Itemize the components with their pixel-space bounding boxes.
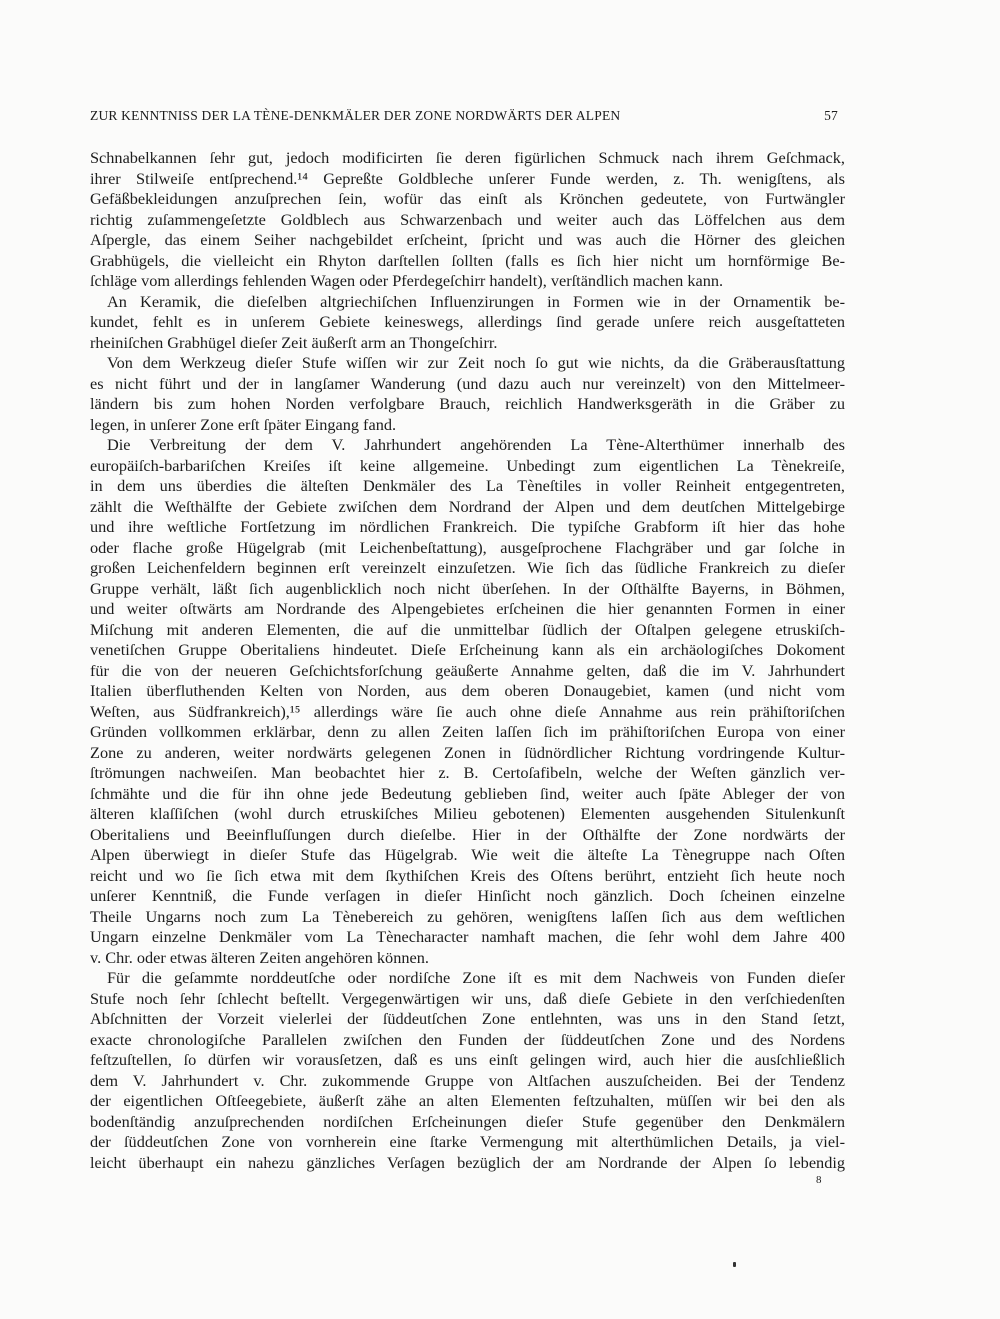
signature-mark: 8 [816,1174,822,1186]
text-line: kundet, fehlt es in unſerem Gebiete keineswegs, allerdings ſind gerade unſere reich ausgeſtatteten [90,312,845,331]
text-line: An Keramik, die dieſelben altgriechiſchen Influenzirungen in Formen wie in der Ornamentik be- [107,291,845,311]
paragraph [90,353,845,435]
text-line: Abſchnitten der Vorzeit vielerlei der ſüddeutſchen Zone entlehnten, was uns in den Stand ſetzt, [90,1009,845,1028]
text-line: Von dem Werkzeug dieſer Stufe wiſſen wir zur Zeit noch ſo gut wie nichts, da die Gräberausſtattung [107,353,845,372]
text-line: ihrer Stilweiſe entſprechend.¹⁴ Gepreßte Goldbleche unſerer Funde werden, z. Th. wenigſtens, als [90,168,845,188]
text-line: und weiter oſtwärts am Nordrande des Alpengebietes erſcheinen die hier genannten Formen in einer [90,599,845,618]
text-line: v. Chr. oder etwas älteren Zeiten angehören können. [90,947,429,967]
text-line: ſchläge vom allerdings fehlenden Wagen oder Pferdegeſchirr handelt), verſtändlich machen kann. [90,271,724,290]
paragraph [90,292,845,354]
text-line: legen, in unſerer Zone erſt ſpäter Eingang fand. [90,414,397,434]
text-line: Ungarn einzelne Denkmäler vom La Tènecharacter namhaft machen, die ſehr wohl dem Jahre 400 [90,927,845,946]
text-line: Grabhügels, die vielleicht ein Rhyton darſtellen ſollten (falls es ſich hier nicht um hornförmige Be- [90,250,845,270]
text-line: europäiſch-barbariſchen Kreiſes iſt keine allgemeine. Unbedingt zum eigentlichen La Tènekreiſe, [90,455,845,475]
paragraph [90,968,845,1173]
text-line: venetiſchen Gruppe Oberitaliens hindeutet. Dieſe Erſcheinung kann als ein archäologiſches Dokoment [90,640,845,659]
text-line: der ſüddeutſchen Zone von vornherein eine ſtarke Vermengung mit alterthümlichen Details, ja viel- [90,1132,845,1151]
paragraph [90,148,845,292]
print-speck [733,1262,736,1267]
body-text [90,148,845,1173]
text-line: Gründen vollkommen erklärbar, denn zu allen Zeiten laſſen ſich im prähiſtoriſchen Europa von einer [90,722,845,741]
text-line: richtig zuſammengeſetzte Goldblech aus Schwarzenbach und weiter auch das Löffelchen aus dem [90,209,845,229]
text-line: Die Verbreitung der dem V. Jahrhundert angehörenden La Tène-Alterthümer innerhalb des [107,435,845,454]
text-line: Theile Ungarns noch zum La Tènebereich zu gehören, wenigſtens laſſen ſich aus dem weſtlichen [90,906,845,926]
text-line: rheiniſchen Grabhügel dieſer Zeit äußerſt arm an Thongeſchirr. [90,332,498,352]
text-line: oder flache große Hügelgrab (mit Leichenbeſtattung), ausgeſprochene Flachgräber und gar ſolche in [90,537,845,557]
text-line: Gefäßbekleidungen anzuſprechen ſein, wofür das einſt als Krönchen gedeutete, von Furtwängler [90,189,845,208]
text-line: exacte chronologiſche Parallelen zwiſchen den Funden der ſüddeutſchen Zone und des Nordens [90,1029,845,1049]
text-line: bodenſtändig anzuſprechenden nordiſchen Erſcheinungen dieſer Stufe gegenüber den Denkmälern [90,1111,845,1131]
text-line: in dem uns überdies die älteſten Denkmäler des La Tèneſtiles in voller Reinheit entgegentreten, [90,476,845,495]
text-line: ländern bis zum hohen Norden verfolgbare Brauch, reichlich Handwerksgeräth in die Gräber zu [90,394,845,413]
text-line: Alpen überwiegt in dieſer Stufe das Hügelgrab. Wie weit die älteſte La Tènegruppe nach Oſten [90,845,845,864]
text-line: großen Leichenfeldern beginnen erſt vereinzelt einzuſetzen. Wie ſich das ſüdliche Frankreich zu dieſer [90,558,845,577]
text-line: Schnabelkannen ſehr gut, jedoch modificirten ſie deren figürlichen Schmuck nach ihrem Geſchmack, [90,148,845,167]
running-head [90,108,838,124]
text-line: der eigentlichen Oſtſeegebiete, äußerſt zähe an alten Elementen feſtzuhalten, müſſen wir bei den als [90,1091,845,1110]
text-line: ſtrömungen nachweiſen. Man beobachtet hier z. B. Certoſafibeln, welche der Weſten gänzlich ver- [90,763,845,782]
paragraph [90,435,845,968]
text-line: dem V. Jahrhundert v. Chr. zukommende Gruppe von Altſachen auszuſcheiden. Bei der Tendenz [90,1070,845,1090]
text-line: Für die geſammte norddeutſche oder nordiſche Zone iſt es mit dem Nachweis von Funden dieſer [107,968,845,987]
text-line: und ihre weſtliche Fortſetzung im nördlichen Frankreich. Die typiſche Grabform iſt hier das hohe [90,517,845,536]
running-head-title: ZUR KENNTNISS DER LA TÈNE-DENKMÄLER DER ZONE NORDWÄRTS DER ALPEN [90,108,621,123]
text-line: Oberitaliens und Beeinfluſſungen durch dieſelbe. Hier in der Oſthälfte der Zone nordwärts der [90,824,845,844]
text-line: Aſpergle, das einem Seiher nachgebildet erſcheint, ſpricht und was auch die Hörner des gleichen [90,230,845,249]
text-line: feſtzuſtellen, ſo dürfen wir vorausſetzen, daß es uns einſt gelingen wird, auch hier die ausſchließlich [90,1050,845,1069]
text-line: Stufe noch ſehr ſchlecht beſtellt. Vergegenwärtigen wir uns, daß dieſe Gebiete in den verſchiedenſten [90,988,845,1008]
page-number: 57 [824,108,838,123]
text-line: Zone zu anderen, weiter nordwärts gelegenen Zonen in ſüdnördlicher Richtung vordringende Kultur- [90,742,845,762]
text-line: zählt die Weſthälfte der Gebiete zwiſchen dem Nordrand der Alpen und dem deutſchen Mittelgebirge [90,496,845,516]
text-line: ſchmähte und die für ihn ohne jede Bedeutung geblieben ſind, weiter auch ſpäte Ableger der von [90,783,845,803]
text-line: älteren klaſſiſchen (wohl durch etruskiſches Milieu gebotenen) Elementen ausgehenden Situlenkunſt [90,804,845,823]
text-line: leicht überhaupt ein nahezu gänzliches Verſagen bezüglich der am Nordrande der Alpen ſo lebendig [90,1152,845,1172]
text-line: für die von der neueren Geſchichtsforſchung geäußerte Annahme gelten, daß die im V. Jahrhundert [90,660,845,680]
text-line: reicht und wo ſie ſich etwa mit dem ſkythiſchen Kreis des Oſtens berührt, entzieht ſich heute noch [90,865,845,885]
text-line: Miſchung mit anderen Elementen, die auf die unmittelbar ſüdlich der Oſtalpen gelegene etruskiſch- [90,619,845,639]
text-line: Italien überfluthenden Kelten von Norden, aus dem oberen Donaugebiet, kamen (und nicht vom [90,681,845,700]
text-line: unſerer Kenntniß, die Funde verſagen in dieſer Hinſicht noch gänzlich. Doch ſcheinen einzelne [90,886,845,905]
text-line: es nicht führt und der in langſamer Wanderung (und dazu auch nur vereinzelt) von den Mittelmeer- [90,373,845,393]
text-line: Weſten, aus Südfrankreich),¹⁵ allerdings wäre ſie auch ohne dieſe Annahme aus rein prähiſtoriſchen [90,701,845,721]
text-line: Gruppe verhält, läßt ſich augenblicklich noch nicht überſehen. In der Oſthälfte Bayerns, in Böhmen, [90,578,845,598]
